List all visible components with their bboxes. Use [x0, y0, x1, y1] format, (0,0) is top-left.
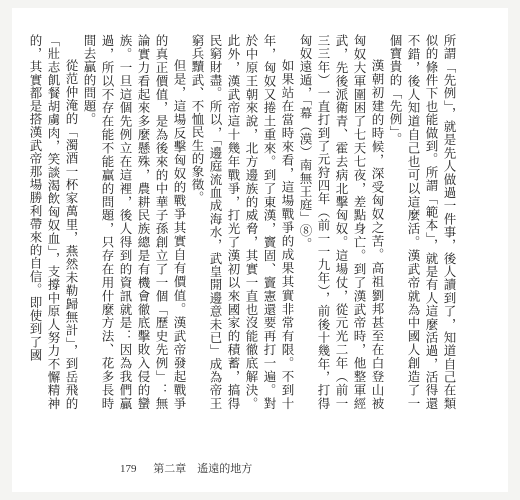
page-footer — [120, 460, 252, 476]
book-page — [12, 8, 508, 492]
paragraph: 從范仲淹的「濁酒一杯家萬里，燕然未勒歸無計」，到岳飛的「壯志飢餐胡虜肉，笑談渴飲匈奴血」，支撐中原人努力不懈精神的，其實都是搭漢武帝那場勝利帶來的自信。即使到了國 — [28, 34, 79, 410]
chapter-label: 第二章 遙遠的地方 — [153, 463, 253, 475]
vertical-text-block — [28, 34, 458, 410]
paragraph: 如果站在當時來看，這場戰爭的成果其實非常有限。不到十年，匈奴又捲土重來。到了東漢，竇固、竇憲還要再打一遍。對於中原王朝來說，北方邊族的威脅，其實一直也沒能徹底解決。此外，漢武帝這十幾年戰爭，打光了漢初以來國家的積蓄，搞得民窮財盡。所以，「邊庭流血成海水，武皇開邊意未已」成為帝王窮兵黷武、不恤民生的象徵。 — [190, 34, 295, 410]
page-number: 179 — [120, 463, 137, 475]
paragraph: 所謂「先例」，就是先人做過一件事，後人讀到了，知道自己在類似的條件下也能做到。所謂「範本」，就是有人這麼活過，活得還不錯，後人知道自己也可以這麼活。漢武帝就為中國人創造了一個寶貴的「先例」。 — [388, 34, 457, 410]
paragraph: 但是，這場反擊匈奴的戰爭其實自有價值。漢武帝發起戰爭的真正價值，是為後來的中華子孫創立了一個「歷史先例」：無論實力看起來多麼懸殊，農耕民族總是有機會徹底擊敗入侵的蠻族。一旦這個先例立在這裡，後人得到的資訊就是：因為我們贏過，所以不存在能不能贏的問題，只存在用什麼方法、花多長時間去贏的問題。 — [82, 34, 187, 410]
paragraph: 漢朝初建的時候，深受匈奴之苦。高祖劉邦甚至在白登山被匈奴大軍圍困了七天七夜，差點身亡。到了漢武帝時，他整軍經武，先後派衛青、霍去病北擊匈奴。這場仗，從元光二年（前一三三年）一直打到了元狩四年（前一一九年），前後十幾年，打得匈奴遠遁，「幕（漠）南無王庭」⑧。 — [298, 34, 385, 410]
